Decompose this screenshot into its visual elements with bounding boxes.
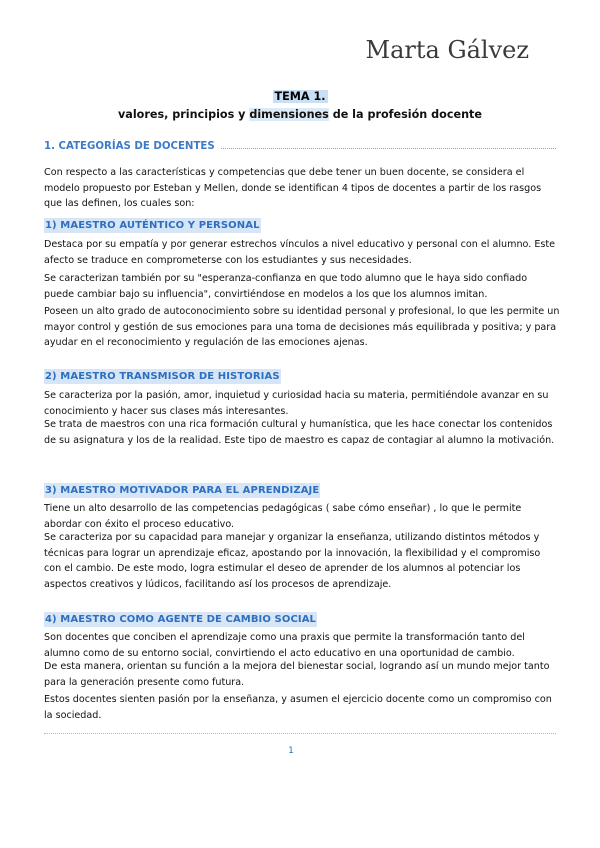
- topic-label: TEMA 1.: [274, 90, 326, 103]
- subsection-4-paragraph-3: Estos docentes sienten pasión por la enseñanza, y asumen el ejercicio docente como un compromiso con la sociedad.: [44, 694, 552, 721]
- subsection-heading-4: 4) MAESTRO COMO AGENTE DE CAMBIO SOCIAL: [45, 614, 317, 625]
- subtitle-part-2: de la profesión docente: [328, 108, 482, 121]
- subsection-3-paragraph-2: Se caracteriza por su capacidad para manejar y organizar la enseñanza, utilizando distintos métodos y técnicas para lograr un aprendizaje eficaz, apostando por la innovación, la flexibilidad y el compromiso con el cambio. De este modo, logra estimular el deseo de aprender de los alumnos al potenciar los aspectos creativos y lúdicos, facilitando así los procesos de aprendizaje.: [44, 532, 541, 590]
- section-heading: [44, 141, 556, 152]
- footer-rule: [44, 733, 556, 734]
- page-number: 1: [288, 746, 294, 756]
- subsection-2-paragraph-1: Se caracteriza por la pasión, amor, inquietud y curiosidad hacia su materia, permitiéndole avanzar en su conocimiento y hacer sus clases más interesantes.: [44, 390, 549, 417]
- subsection-1-paragraph-2: Se caracterizan también por su "esperanza-confianza en que todo alumno que le haya sido confiado puede cambiar bajo su influencia", convirtiéndose en modelos a los que los alumnos imitan.: [44, 273, 528, 300]
- topic-title: [0, 90, 600, 103]
- intro-paragraph: Con respecto a las características y competencias que debe tener un buen docente, se considera el modelo propuesto por Esteban y Mellen, donde se identifican 4 tipos de docentes a partir de los rasgos que las definen, los cuales son:: [44, 167, 542, 210]
- subsection-heading-2: 2) MAESTRO TRANSMISOR DE HISTORIAS: [45, 371, 280, 382]
- subsection-heading-3: 3) MAESTRO MOTIVADOR PARA EL APRENDIZAJE: [45, 485, 320, 496]
- subtitle-part-1: valores, principios y: [118, 108, 250, 121]
- author-name: Marta Gálvez: [365, 36, 529, 64]
- subsection-2-paragraph-2: Se trata de maestros con una rica formación cultural y humanística, que les hace conectar los contenidos de su asignatura y los de la realidad. Este tipo de maestro es capaz de contagiar al alumno la motivación.: [44, 419, 555, 446]
- subsection-4-paragraph-2: De esta manera, orientan su función a la mejora del bienestar social, logrando así un mundo mejor tanto para la generación presente como futura.: [44, 661, 550, 688]
- subsection-heading-1: 1) MAESTRO AUTÉNTICO Y PERSONAL: [45, 220, 260, 231]
- section-heading-text: 1. CATEGORÍAS DE DOCENTES: [44, 141, 215, 152]
- subsection-1-paragraph-1: Destaca por su empatía y por generar estrechos vínculos a nivel educativo y personal con el alumno. Este afecto se traduce en comprometerse con los estudiantes y sus necesidades.: [44, 239, 556, 266]
- subsection-1-paragraph-3: Poseen un alto grado de autoconocimiento sobre su identidad personal y profesional, lo que les permite un mayor control y gestión de sus emociones para una toma de decisiones más equilibrada y positiva; y para ayudar en el reconocimiento y regulación de las emociones ajenas.: [44, 306, 560, 349]
- topic-subtitle: [0, 108, 600, 121]
- section-heading-rule: [221, 148, 556, 149]
- subsection-3-paragraph-1: Tiene un alto desarrollo de las competencias pedagógicas ( sabe cómo enseñar) , lo que le permite abordar con éxito el proceso educativo.: [44, 503, 522, 530]
- subtitle-highlight: dimensiones: [249, 108, 329, 121]
- subsection-4-paragraph-1: Son docentes que conciben el aprendizaje como una praxis que permite la transformación tanto del alumno como de su entorno social, convirtiendo el acto educativo en una oportunidad de cambio.: [44, 632, 525, 659]
